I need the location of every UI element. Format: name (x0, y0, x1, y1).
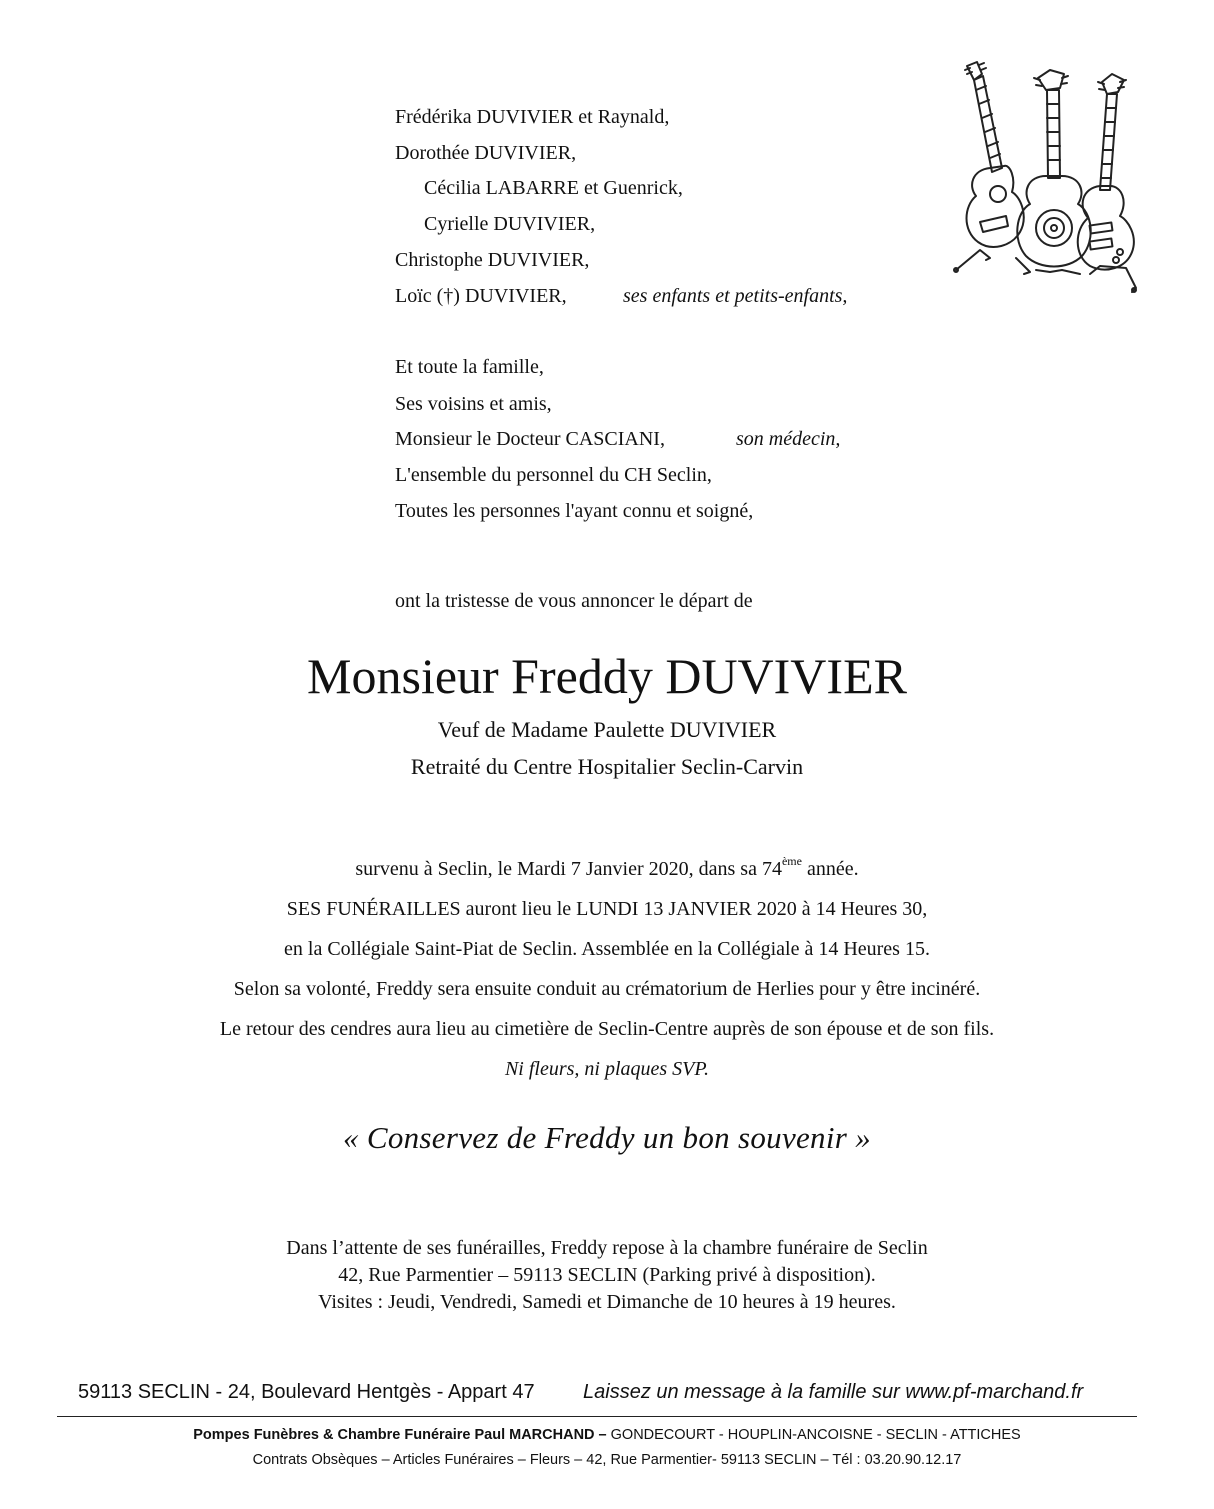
deceased-occupation: Retraité du Centre Hospitalier Seclin-Carvin (410, 754, 804, 779)
others-line-3-note: son médecin, (736, 428, 841, 450)
cremation-info: Selon sa volonté, Freddy sera ensuite conduit au crématorium de Herlies pour y être incinéré. (233, 978, 981, 1000)
announcement: ont la tristesse de vous annoncer le départ de (395, 590, 753, 612)
others-line-3: Monsieur le Docteur CASCIANI, (395, 428, 665, 450)
family-line-5: Christophe DUVIVIER, (395, 249, 590, 271)
others-line-5: Toutes les personnes l'ayant connu et soigné, (395, 500, 754, 522)
family-line-6: Loïc (†) DUVIVIER, (395, 285, 567, 307)
ordinal-suffix: ème (781, 854, 802, 869)
deceased-widow-of: Veuf de Madame Paulette DUVIVIER (437, 717, 777, 742)
footer-message-link[interactable]: Laissez un message à la famille sur www.pf-marchand.fr (583, 1381, 1084, 1403)
footer-company (0, 1426, 1214, 1444)
resonator-guitar-icon (1017, 70, 1090, 267)
visit-line-3: Visites : Jeudi, Vendredi, Samedi et Dimanche de 10 heures à 19 heures. (318, 1291, 896, 1313)
death-details-text: survenu à Seclin, le Mardi 7 Janvier 2020, dans sa 74 (355, 858, 782, 880)
visit-line-2: 42, Rue Parmentier – 59113 SECLIN (Parking privé à disposition). (338, 1264, 876, 1286)
funeral-date: SES FUNÉRAILLES auront lieu le LUNDI 13 JANVIER 2020 à 14 Heures 30, (286, 898, 928, 920)
death-details (0, 854, 1214, 880)
family-line-3: Cécilia LABARRE et Guenrick, (424, 177, 683, 199)
footer-divider (57, 1416, 1137, 1417)
family-line-4: Cyrielle DUVIVIER, (424, 213, 596, 235)
acoustic-guitar-icon (965, 62, 1024, 247)
electric-guitar-icon (1078, 74, 1134, 270)
footer-company-towns: GONDECOURT - HOUPLIN-ANCOISNE - SECLIN - ATTICHES (606, 1427, 1021, 1443)
no-flowers-note: Ni fleurs, ni plaques SVP. (504, 1058, 710, 1080)
guitars-illustration (950, 60, 1150, 295)
others-line-2: Ses voisins et amis, (395, 393, 552, 415)
footer-address: 59113 SECLIN - 24, Boulevard Hentgès - Appart 47 (78, 1381, 535, 1403)
memorial-quote: « Conservez de Freddy un bon souvenir » (343, 1120, 871, 1155)
visit-line-1: Dans l’attente de ses funérailles, Freddy repose à la chambre funéraire de Seclin (286, 1237, 928, 1259)
family-line-2: Dorothée DUVIVIER, (395, 142, 577, 164)
others-line-4: L'ensemble du personnel du CH Seclin, (395, 464, 712, 486)
family-line-6-note: ses enfants et petits-enfants, (623, 285, 848, 307)
footer-services: Contrats Obsèques – Articles Funéraires – Fleurs – 42, Rue Parmentier- 59113 SECLIN – Tél : 03.20.90.12.17 (252, 1452, 962, 1468)
funeral-location: en la Collégiale Saint-Piat de Seclin. Assemblée en la Collégiale à 14 Heures 15. (284, 938, 930, 960)
deceased-name: Monsieur Freddy DUVIVIER (307, 648, 907, 704)
family-line-1: Frédérika DUVIVIER et Raynald, (395, 106, 670, 128)
guitar-stand-icon (954, 250, 1136, 292)
others-line-1: Et toute la famille, (395, 356, 544, 378)
footer-company-name: Pompes Funèbres & Chambre Funéraire Paul MARCHAND – (193, 1427, 607, 1443)
death-details-end: année. (801, 858, 859, 880)
ashes-info: Le retour des cendres aura lieu au cimetière de Seclin-Centre auprès de son épouse et de son fils. (219, 1018, 995, 1040)
